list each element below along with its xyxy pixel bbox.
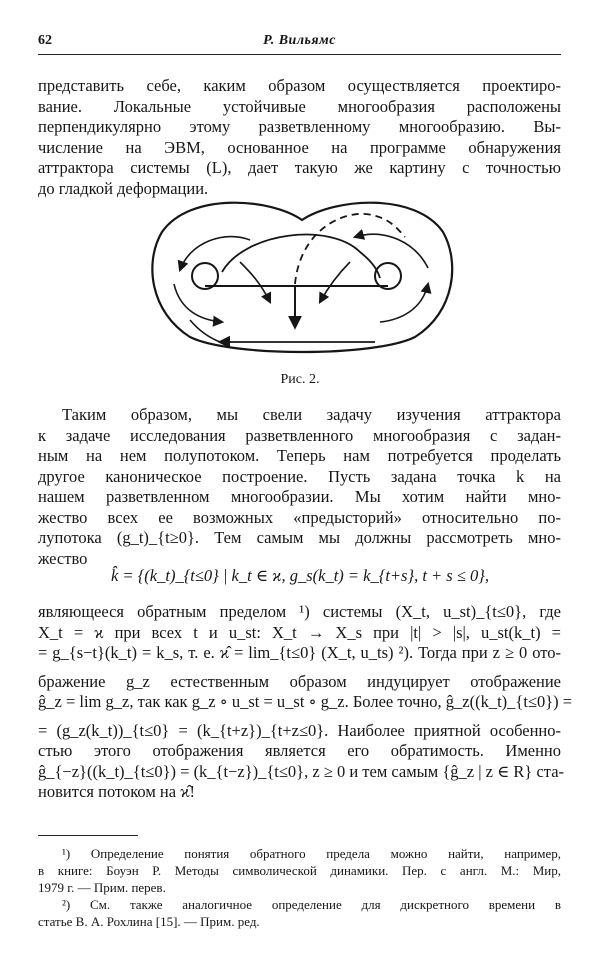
text-line: аттрактора системы (L), дает такую же картину с точностью: [38, 158, 561, 177]
text-line: бражение g_z естественным образом индуцирует отображение: [38, 671, 561, 691]
text-line: = (g_z(k_t))_{t≤0} = (k_{t+z})_{t+z≤0}. Наиболее приятной особенно-: [38, 720, 561, 740]
footnote-line: 1979 г. — Прим. перев.: [38, 880, 166, 895]
text-line: числение на ЭВМ, основанное на программе обнаружения: [38, 137, 561, 157]
running-head: Р. Вильямс: [263, 33, 336, 48]
figure-caption: Рис. 2.: [280, 372, 320, 387]
footnotes: [38, 845, 561, 930]
footnote-line: [38, 845, 561, 862]
text-line: нашем разветвленном многообразии. Мы хотим найти мно-: [38, 487, 561, 506]
paragraph-2: [38, 405, 561, 569]
text-line: являющееся обратным пределом ¹) системы (X_t, u_st)_{t≤0}, где: [38, 602, 561, 621]
footnote-rule: [38, 835, 138, 836]
branched-manifold-figure: [150, 192, 455, 360]
left-inner-arc: [240, 262, 270, 302]
display-formula: k̂ = {(k_t)_{t≤0} | k_t ∈ ϰ, g_s(k_t) = k_{t+s}, t + s ≤ 0},: [110, 566, 489, 585]
text-line: новится потоком на ϰ̂!: [38, 782, 195, 801]
text-line: стью этого отображения является его обратимость. Именно: [38, 741, 561, 760]
footnote-line: в книге: Боуэн Р. Методы символической динамики. Пер. с англ. М.: Мир,: [38, 863, 561, 878]
text-line: = g_{s−t}(k_t) = k_s, т. е. ϰ̂ = lim_{t≤0} (X_t, u_ts) ²). Тогда при z ≥ 0 ото-: [38, 643, 561, 662]
text-line: представить себе, каким образом осуществляется проектиро-: [38, 76, 561, 95]
dashed-arc: [295, 214, 405, 284]
footnote-text: ²) См. также аналогичное определение для дискретного времени в: [62, 897, 561, 912]
text-line: ĝ_z = lim g_z, так как g_z ∘ u_st = u_st ∘ g_z. Более точно, ĝ_z((k_t)_{t≤0}) =: [38, 692, 573, 711]
text-line: вание. Локальные устойчивые многообразия расположены: [38, 96, 561, 116]
footnote-line: [38, 896, 561, 913]
text-line: перпендикулярно этому разветвленному многообразию. Вы-: [38, 117, 561, 136]
text-line: ным на нем полупотоком. Теперь нам потребуется проделать: [38, 446, 561, 465]
text-line: другое каноническое построение. Пусть задана точка k на: [38, 466, 561, 486]
text-line: жество: [38, 548, 88, 568]
footnote-text: ¹) Определение понятия обратного предела можно найти, например,: [62, 846, 561, 861]
page-header: [38, 32, 561, 55]
right-inner-arc: [320, 262, 350, 302]
text-line: до гладкой деформации.: [38, 178, 209, 198]
page-number: 62: [38, 33, 52, 48]
text-line: лупотока (g_t)_{t≥0}. Тем самым мы должны рассмотреть мно-: [38, 528, 561, 547]
text-line: X_t = ϰ при всех t и u_st: X_t → X_s при |t| > |s|, u_st(k_t) =: [38, 622, 561, 642]
outer-boundary: [152, 203, 452, 352]
paragraph-1: [38, 76, 561, 199]
text-line: ĝ_{−z}((k_t)_{t≤0}) = (k_{t−z})_{t≤0}, z ≥ 0 и тем самым {ĝ_z | z ∈ R} ста-: [38, 761, 565, 781]
paragraph-3: [38, 602, 573, 803]
text-line: к задаче исследования разветвленного многообразия с задан-: [38, 425, 561, 445]
footnote-line: статье В. А. Рохлина [15]. — Прим. ред.: [38, 914, 260, 929]
text-line: жество всех ее возможных «предысторий» относительно по-: [38, 507, 561, 527]
text-line: [38, 405, 561, 426]
left-lower-arrow: [174, 284, 222, 322]
text-line-content: Таким образом, мы свели задачу изучения аттрактора: [62, 405, 561, 424]
